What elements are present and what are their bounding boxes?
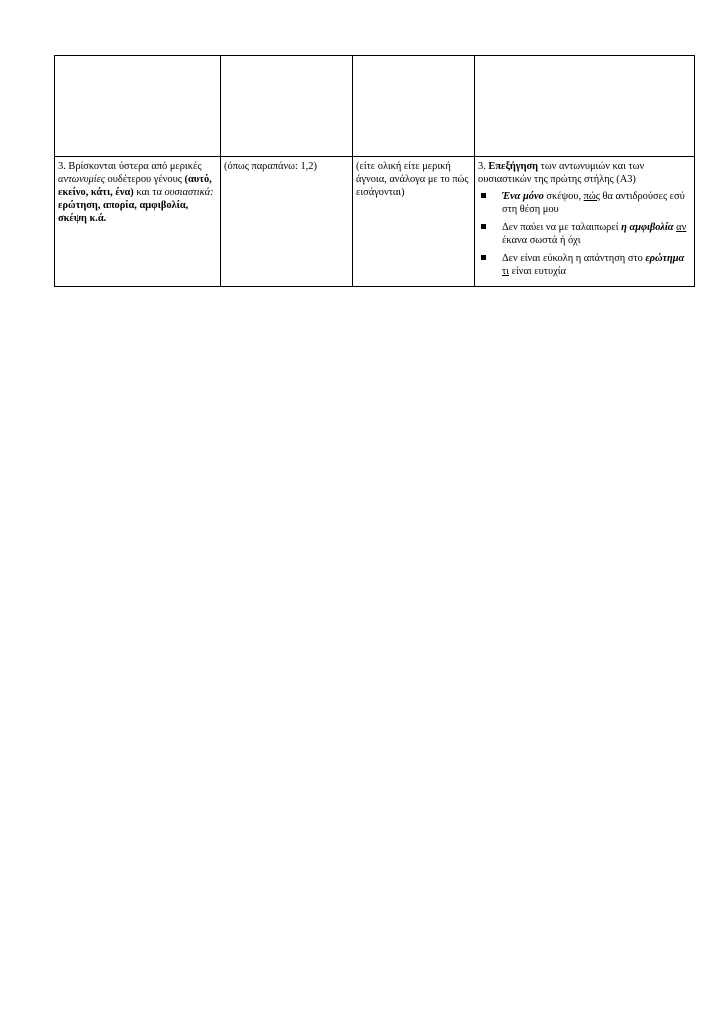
table-row-empty: [55, 56, 695, 157]
text-run: και τα: [133, 187, 165, 198]
cell-introduction: (όπως παραπάνω: 1,2): [221, 157, 353, 287]
text-run: αν: [676, 222, 687, 233]
example-list: [478, 190, 691, 278]
text-run: (αυτό, εκείνο, κάτι, ένα): [58, 174, 212, 198]
table-cell: [475, 56, 695, 157]
square-bullet-icon: [481, 224, 486, 229]
list-item: [478, 190, 691, 216]
text-run: των αντωνυμιών και των ουσιαστικών της πρώτης στήλης (Α3): [478, 161, 645, 185]
text-run: έκανα σωστά ή όχι: [502, 235, 581, 246]
text-run: αντωνυμίες: [58, 174, 105, 185]
function-heading: [478, 160, 691, 186]
text-run: Ένα μόνο: [502, 191, 544, 202]
list-item: [478, 221, 691, 247]
text-run: θα αντιδρούσες εσύ στη θέση μου: [502, 191, 685, 215]
text-run: ερώτημα: [645, 253, 685, 264]
text-run: Επεξήγηση: [488, 161, 539, 172]
grammar-table: [54, 55, 695, 287]
table-row: [55, 157, 695, 287]
cell-usage: [55, 157, 221, 287]
cell-meaning: (είτε ολική είτε μερική άγνοια, ανάλογα με το πώς εισάγονται): [353, 157, 475, 287]
square-bullet-icon: [481, 255, 486, 260]
table-cell: [55, 56, 221, 157]
text-run: Βρίσκονται ύστερα από μερικές: [65, 161, 202, 172]
text-run: Δεν παύει να με ταλαιπωρεί: [502, 222, 622, 233]
table-cell: [221, 56, 353, 157]
text-run: Δεν είναι εύκολη η απάντηση στο: [502, 253, 646, 264]
item-number: 3.: [58, 161, 66, 172]
list-item: [478, 252, 691, 278]
text-run: είναι ευτυχία: [508, 266, 566, 277]
text-run: η αμφιβολία: [621, 222, 674, 233]
text-run: 3.: [478, 161, 489, 172]
text-run: ουδέτερου γένους: [104, 174, 185, 185]
text-run: ερώτηση, απορία, αμφιβολία, σκέψη κ.ά.: [58, 200, 189, 224]
text-run: πώς: [583, 191, 600, 202]
square-bullet-icon: [481, 193, 486, 198]
text-run: τι: [502, 266, 509, 277]
text-run: ουσιαστικά:: [164, 187, 214, 198]
text-run: σκέψου,: [543, 191, 584, 202]
cell-function: [475, 157, 695, 287]
table-cell: [353, 56, 475, 157]
